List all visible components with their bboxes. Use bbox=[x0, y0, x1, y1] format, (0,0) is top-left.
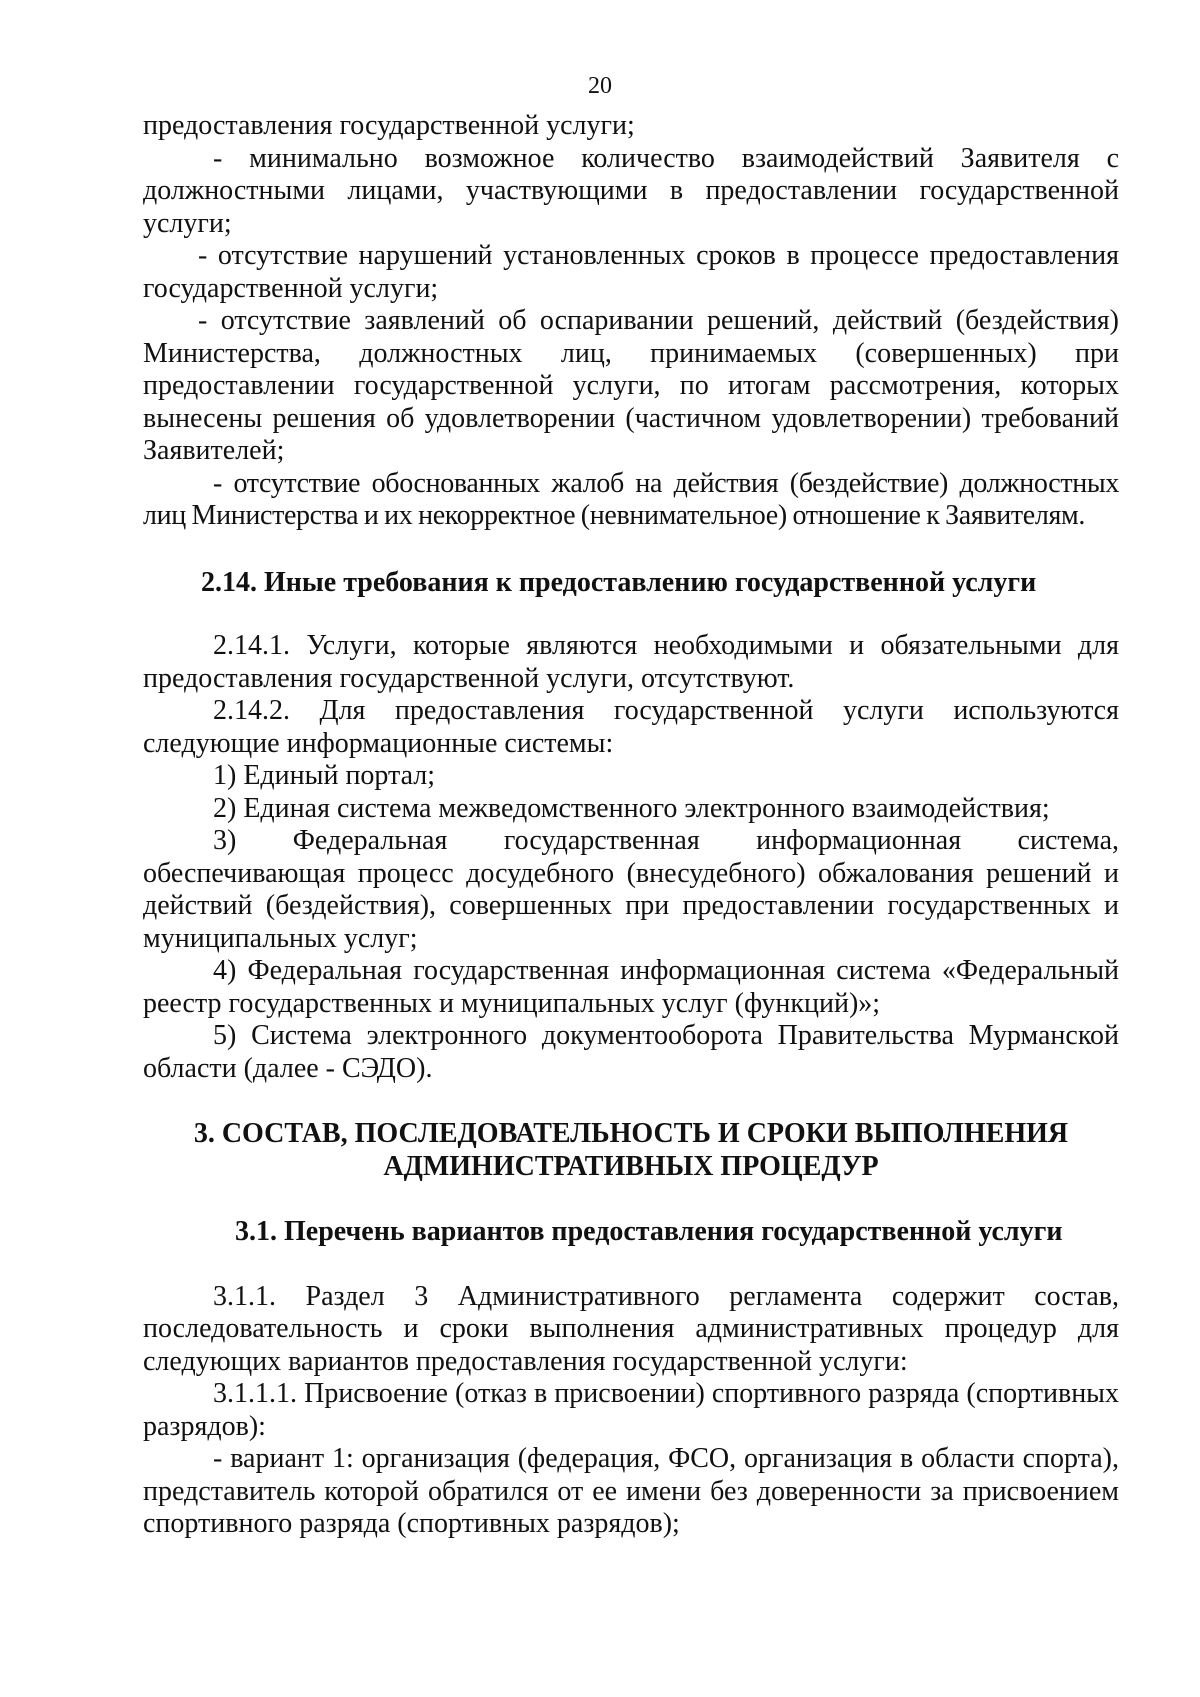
section-heading: 2.14. Иные требования к предоставлению государственной услуги bbox=[201, 566, 1037, 598]
paragraph: - минимально возможное количество взаимодействий Заявителя с должностными лицами, участвующими в предоставлении государственной услуги; bbox=[143, 142, 1119, 239]
chapter-heading-line: АДМИНИСТРАТИВНЫХ ПРОЦЕДУР bbox=[383, 1150, 879, 1182]
list-item: 2) Единая система межведомственного электронного взаимодействия; bbox=[213, 792, 1050, 824]
list-item: 5) Система электронного документооборота Правительства Мурманской области (далее - СЭДО). bbox=[143, 1020, 1119, 1084]
list-item: 3) Федеральная государственная информационная система, обеспечивающая процесс досудебного (внесудебного) обжалования решений и действий (бездействия), совершенных при предоставлении государственных и муниципальных услуг; bbox=[143, 825, 1119, 954]
list-item: 4) Федеральная государственная информационная система «Федеральный реестр государственных и муниципальных услуг (функций)»; bbox=[143, 955, 1119, 1019]
paragraph: 2.14.1. Услуги, которые являются необходимыми и обязательными для предоставления государственной услуги, отсутствуют. bbox=[143, 630, 1119, 694]
paragraph: - отсутствие нарушений установленных сроков в процессе предоставления государственной услуги; bbox=[143, 240, 1119, 304]
list-item: 1) Единый портал; bbox=[213, 760, 436, 791]
document-body bbox=[143, 110, 1119, 1541]
paragraph: - отсутствие заявлений об оспаривании решений, действий (бездействия) Министерства, должностных лиц, принимаемых (совершенных) при предоставлении государственной услуги, по итогам рассмотрения, которых вынесены решения об удовлетворении (частичном удовлетворении) требований Заявителей; bbox=[143, 305, 1119, 466]
paragraph: 3.1.1. Раздел 3 Административного регламента содержит состав, последовательность и сроки выполнения административных процедур для следующих вариантов предоставления государственной услуги: bbox=[143, 1280, 1119, 1377]
paragraph: 2.14.2. Для предоставления государственной услуги используются следующие информационные системы: bbox=[143, 695, 1119, 759]
list-item: - вариант 1: организация (федерация, ФСО, организация в области спорта), представитель которой обратился от ее имени без доверенности за присвоением спортивного разряда (спортивных разрядов); bbox=[143, 1443, 1119, 1539]
chapter-heading-line: 3. СОСТАВ, ПОСЛЕДОВАТЕЛЬНОСТЬ И СРОКИ ВЫПОЛНЕНИЯ bbox=[193, 1118, 1069, 1149]
paragraph: предоставления государственной услуги; bbox=[143, 110, 635, 141]
section-heading: 3.1. Перечень вариантов предоставления государственной услуги bbox=[235, 1216, 1063, 1247]
paragraph: - отсутствие обоснованных жалоб на действия (бездействие) должностных лиц Министерства и их некорректное (невнимательное) отношение к Заявителям. bbox=[143, 467, 1119, 531]
chapter-heading bbox=[143, 1118, 1119, 1183]
paragraph: 3.1.1.1. Присвоение (отказ в присвоении) спортивного разряда (спортивных разрядов): bbox=[143, 1378, 1119, 1442]
page-number: 20 bbox=[588, 73, 612, 99]
